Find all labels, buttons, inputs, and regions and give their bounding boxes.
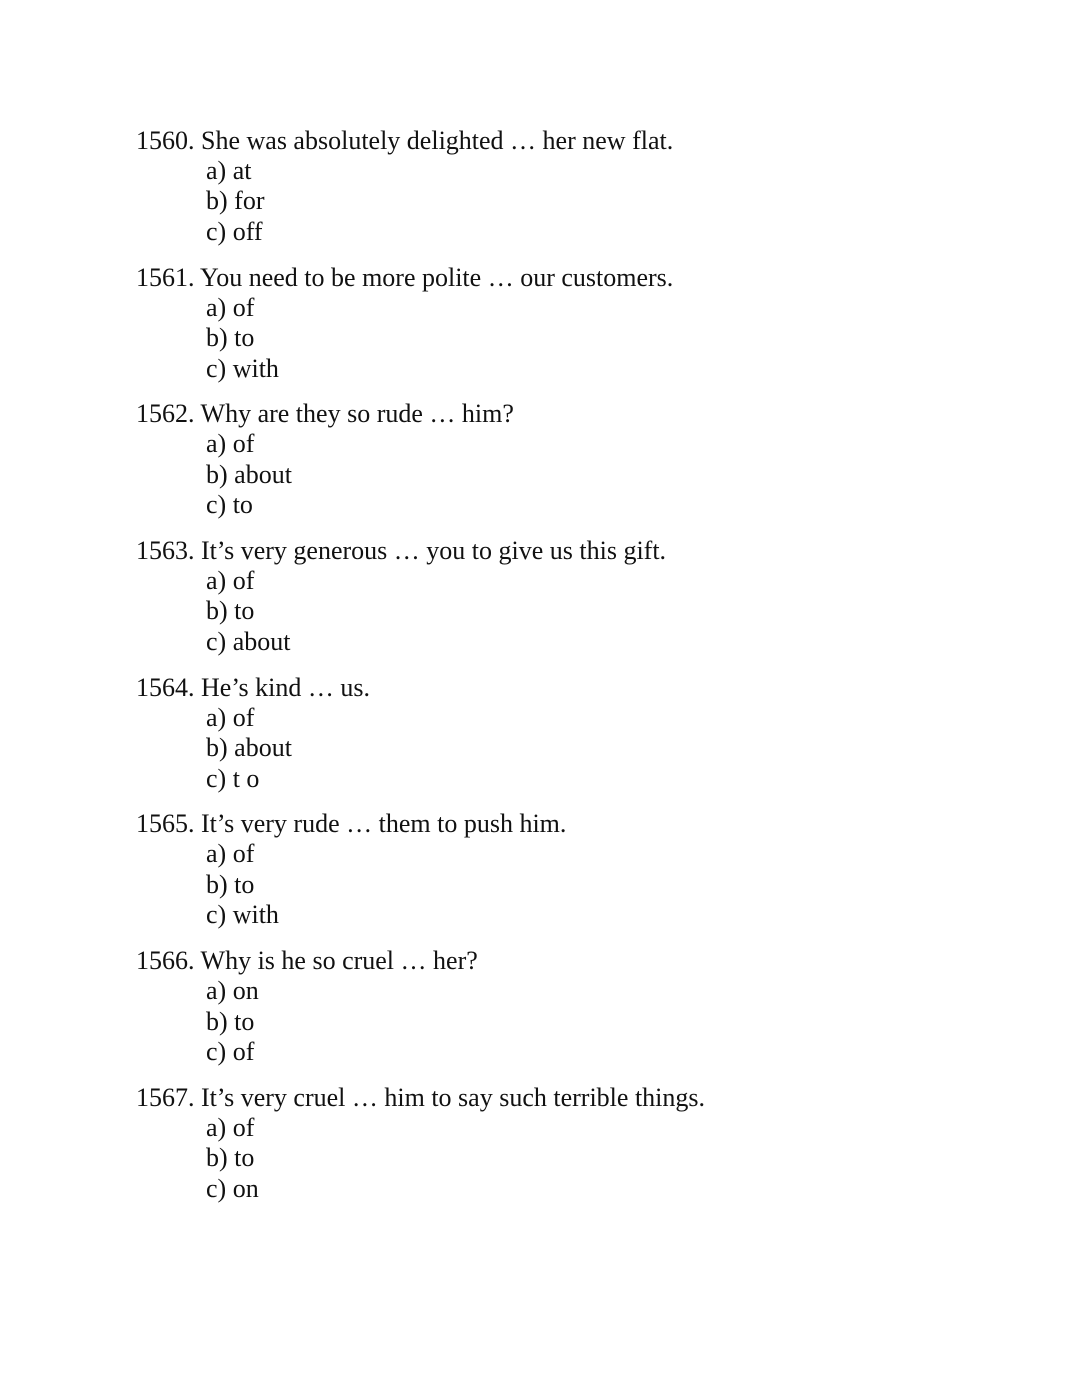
- question-1565: [136, 809, 705, 946]
- option-c: c) off: [206, 216, 263, 246]
- option-a: a) on: [206, 976, 259, 1006]
- question-stem: [136, 1083, 705, 1113]
- question-1564: [136, 673, 705, 810]
- question-text: Why are they so rude … him?: [200, 399, 514, 429]
- question-number: 1563.: [136, 536, 195, 566]
- options-list: [136, 976, 705, 1067]
- option-c: c) with: [206, 900, 279, 930]
- option-b: b) about: [206, 459, 292, 489]
- question-stem: [136, 126, 705, 156]
- question-1561: [136, 263, 705, 400]
- question-number: 1565.: [136, 809, 195, 839]
- question-text: Why is he so cruel … her?: [200, 946, 478, 976]
- option-b: b) to: [206, 869, 255, 899]
- option-a: a) of: [206, 702, 255, 732]
- question-stem: [136, 946, 705, 976]
- options-list: [136, 293, 705, 384]
- option-a: a) of: [206, 566, 255, 596]
- question-stem: [136, 263, 705, 293]
- option-c: c) with: [206, 353, 279, 383]
- option-c: c) on: [206, 1173, 259, 1203]
- options-list: [136, 839, 705, 930]
- option-a: a) of: [206, 429, 255, 459]
- option-a: a) of: [206, 1112, 255, 1142]
- option-c: c) about: [206, 626, 291, 656]
- question-1566: [136, 946, 705, 1083]
- option-b: b) about: [206, 733, 292, 763]
- question-number: 1560.: [136, 126, 195, 155]
- option-b: b) to: [206, 596, 255, 626]
- options-list: [136, 566, 705, 657]
- question-list: [136, 126, 705, 1220]
- question-text: It’s very cruel … him to say such terrible things.: [201, 1082, 706, 1112]
- question-stem: [136, 536, 705, 566]
- option-c: c) of: [206, 1036, 255, 1066]
- question-stem: [136, 809, 705, 839]
- question-text: He’s kind … us.: [201, 672, 370, 702]
- options-list: [136, 1113, 705, 1204]
- question-stem: [136, 399, 705, 429]
- question-number: 1566.: [136, 946, 195, 976]
- option-a: a) of: [206, 292, 255, 322]
- question-number: 1561.: [136, 262, 195, 292]
- options-list: [136, 429, 705, 520]
- option-b: b) to: [206, 1143, 255, 1173]
- option-c: c) t o: [206, 763, 260, 793]
- options-list: [136, 156, 705, 247]
- question-1563: [136, 536, 705, 673]
- question-text: It’s very rude … them to push him.: [201, 809, 567, 839]
- question-1560: [136, 126, 705, 263]
- question-number: 1567.: [136, 1082, 195, 1112]
- question-1567: [136, 1083, 705, 1220]
- option-a: a) at: [206, 156, 252, 185]
- question-text: You need to be more polite … our customers.: [200, 262, 674, 292]
- options-list: [136, 703, 705, 794]
- option-b: b) for: [206, 186, 265, 216]
- question-1562: [136, 399, 705, 536]
- option-b: b) to: [206, 323, 255, 353]
- question-number: 1562.: [136, 399, 195, 429]
- question-stem: [136, 673, 705, 703]
- question-text: It’s very generous … you to give us this gift.: [201, 536, 667, 566]
- option-a: a) of: [206, 839, 255, 869]
- question-text: She was absolutely delighted … her new flat.: [201, 126, 674, 155]
- option-c: c) to: [206, 490, 253, 520]
- question-number: 1564.: [136, 672, 195, 702]
- option-b: b) to: [206, 1006, 255, 1036]
